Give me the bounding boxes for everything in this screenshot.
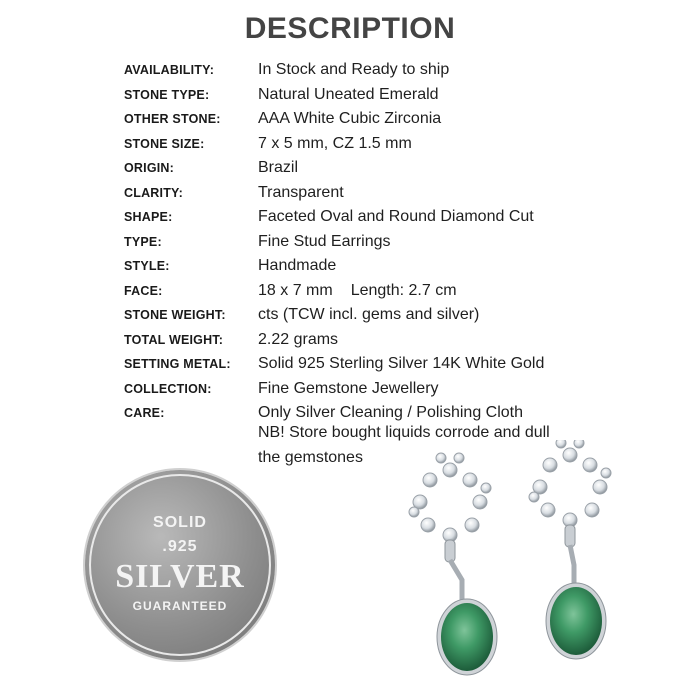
spec-row-origin (124, 156, 664, 181)
spec-value: Fine Stud Earrings (258, 232, 391, 250)
spec-label: TYPE: (124, 234, 162, 249)
badge-silver-text: SILVER (115, 558, 245, 595)
spec-label: COLLECTION: (124, 381, 212, 396)
spec-row-other-stone (124, 107, 664, 132)
silver-guarantee-badge (85, 470, 275, 660)
spec-label: STYLE: (124, 259, 170, 274)
spec-label: SHAPE: (124, 210, 173, 225)
spec-value: AAA White Cubic Zirconia (258, 110, 442, 128)
spec-value: Only Silver Cleaning / Polishing Cloth (258, 404, 524, 422)
spec-value: Brazil (258, 159, 299, 177)
spec-row-setting-metal (124, 352, 664, 377)
badge-guaranteed-text: GUARANTEED (132, 599, 228, 613)
right-earring (529, 440, 611, 659)
spec-row-clarity (124, 181, 664, 206)
spec-label: CLARITY: (124, 185, 183, 200)
spec-value: 2.22 grams (258, 330, 339, 348)
spec-row-collection (124, 377, 664, 402)
spec-label: ORIGIN: (124, 161, 175, 176)
spec-label: SETTING METAL: (124, 357, 231, 372)
spec-label: OTHER STONE: (124, 112, 221, 127)
spec-row-stone-type (124, 83, 664, 108)
spec-label: STONE TYPE: (124, 87, 210, 102)
spec-row-stone-size (124, 132, 664, 157)
care-note-line: NB! Store bought liquids corrode and dull (258, 424, 550, 441)
spec-label: FACE: (124, 283, 163, 298)
spec-row-stone-weight (124, 303, 664, 328)
spec-value: Faceted Oval and Round Diamond Cut (258, 208, 534, 226)
spec-value: 7 x 5 mm, CZ 1.5 mm (258, 134, 412, 152)
spec-label: AVAILABILITY: (124, 63, 215, 78)
spec-label: STONE WEIGHT: (124, 308, 226, 323)
face-length: Length: 2.7 cm (350, 281, 457, 299)
spec-row-availability (124, 58, 664, 83)
badge-solid-text: SOLID (153, 514, 207, 531)
spec-table (124, 58, 664, 426)
emerald-earrings-image (395, 440, 700, 700)
spec-row-type (124, 230, 664, 255)
spec-value: cts (TCW incl. gems and silver) (258, 306, 480, 324)
page-title: DESCRIPTION (244, 12, 456, 45)
spec-label: STONE SIZE: (124, 136, 205, 151)
spec-value: Fine Gemstone Jewellery (258, 379, 439, 397)
care-note-line: the gemstones (258, 448, 363, 466)
spec-value: In Stock and Ready to ship (258, 61, 450, 79)
face-size: 18 x 7 mm (258, 281, 333, 299)
spec-row-face (124, 279, 664, 304)
spec-row-style (124, 254, 664, 279)
spec-label: TOTAL WEIGHT: (124, 332, 224, 347)
spec-value: Transparent (258, 183, 344, 201)
spec-row-shape (124, 205, 664, 230)
spec-value: Solid 925 Sterling Silver 14K White Gold (258, 355, 545, 373)
left-earring (409, 453, 497, 675)
badge-925-text: .925 (162, 538, 198, 555)
spec-label: CARE: (124, 406, 165, 421)
spec-row-total-weight (124, 328, 664, 353)
spec-value: Natural Uneated Emerald (258, 85, 439, 103)
spec-value: Handmade (258, 257, 337, 275)
spec-value (258, 282, 457, 300)
